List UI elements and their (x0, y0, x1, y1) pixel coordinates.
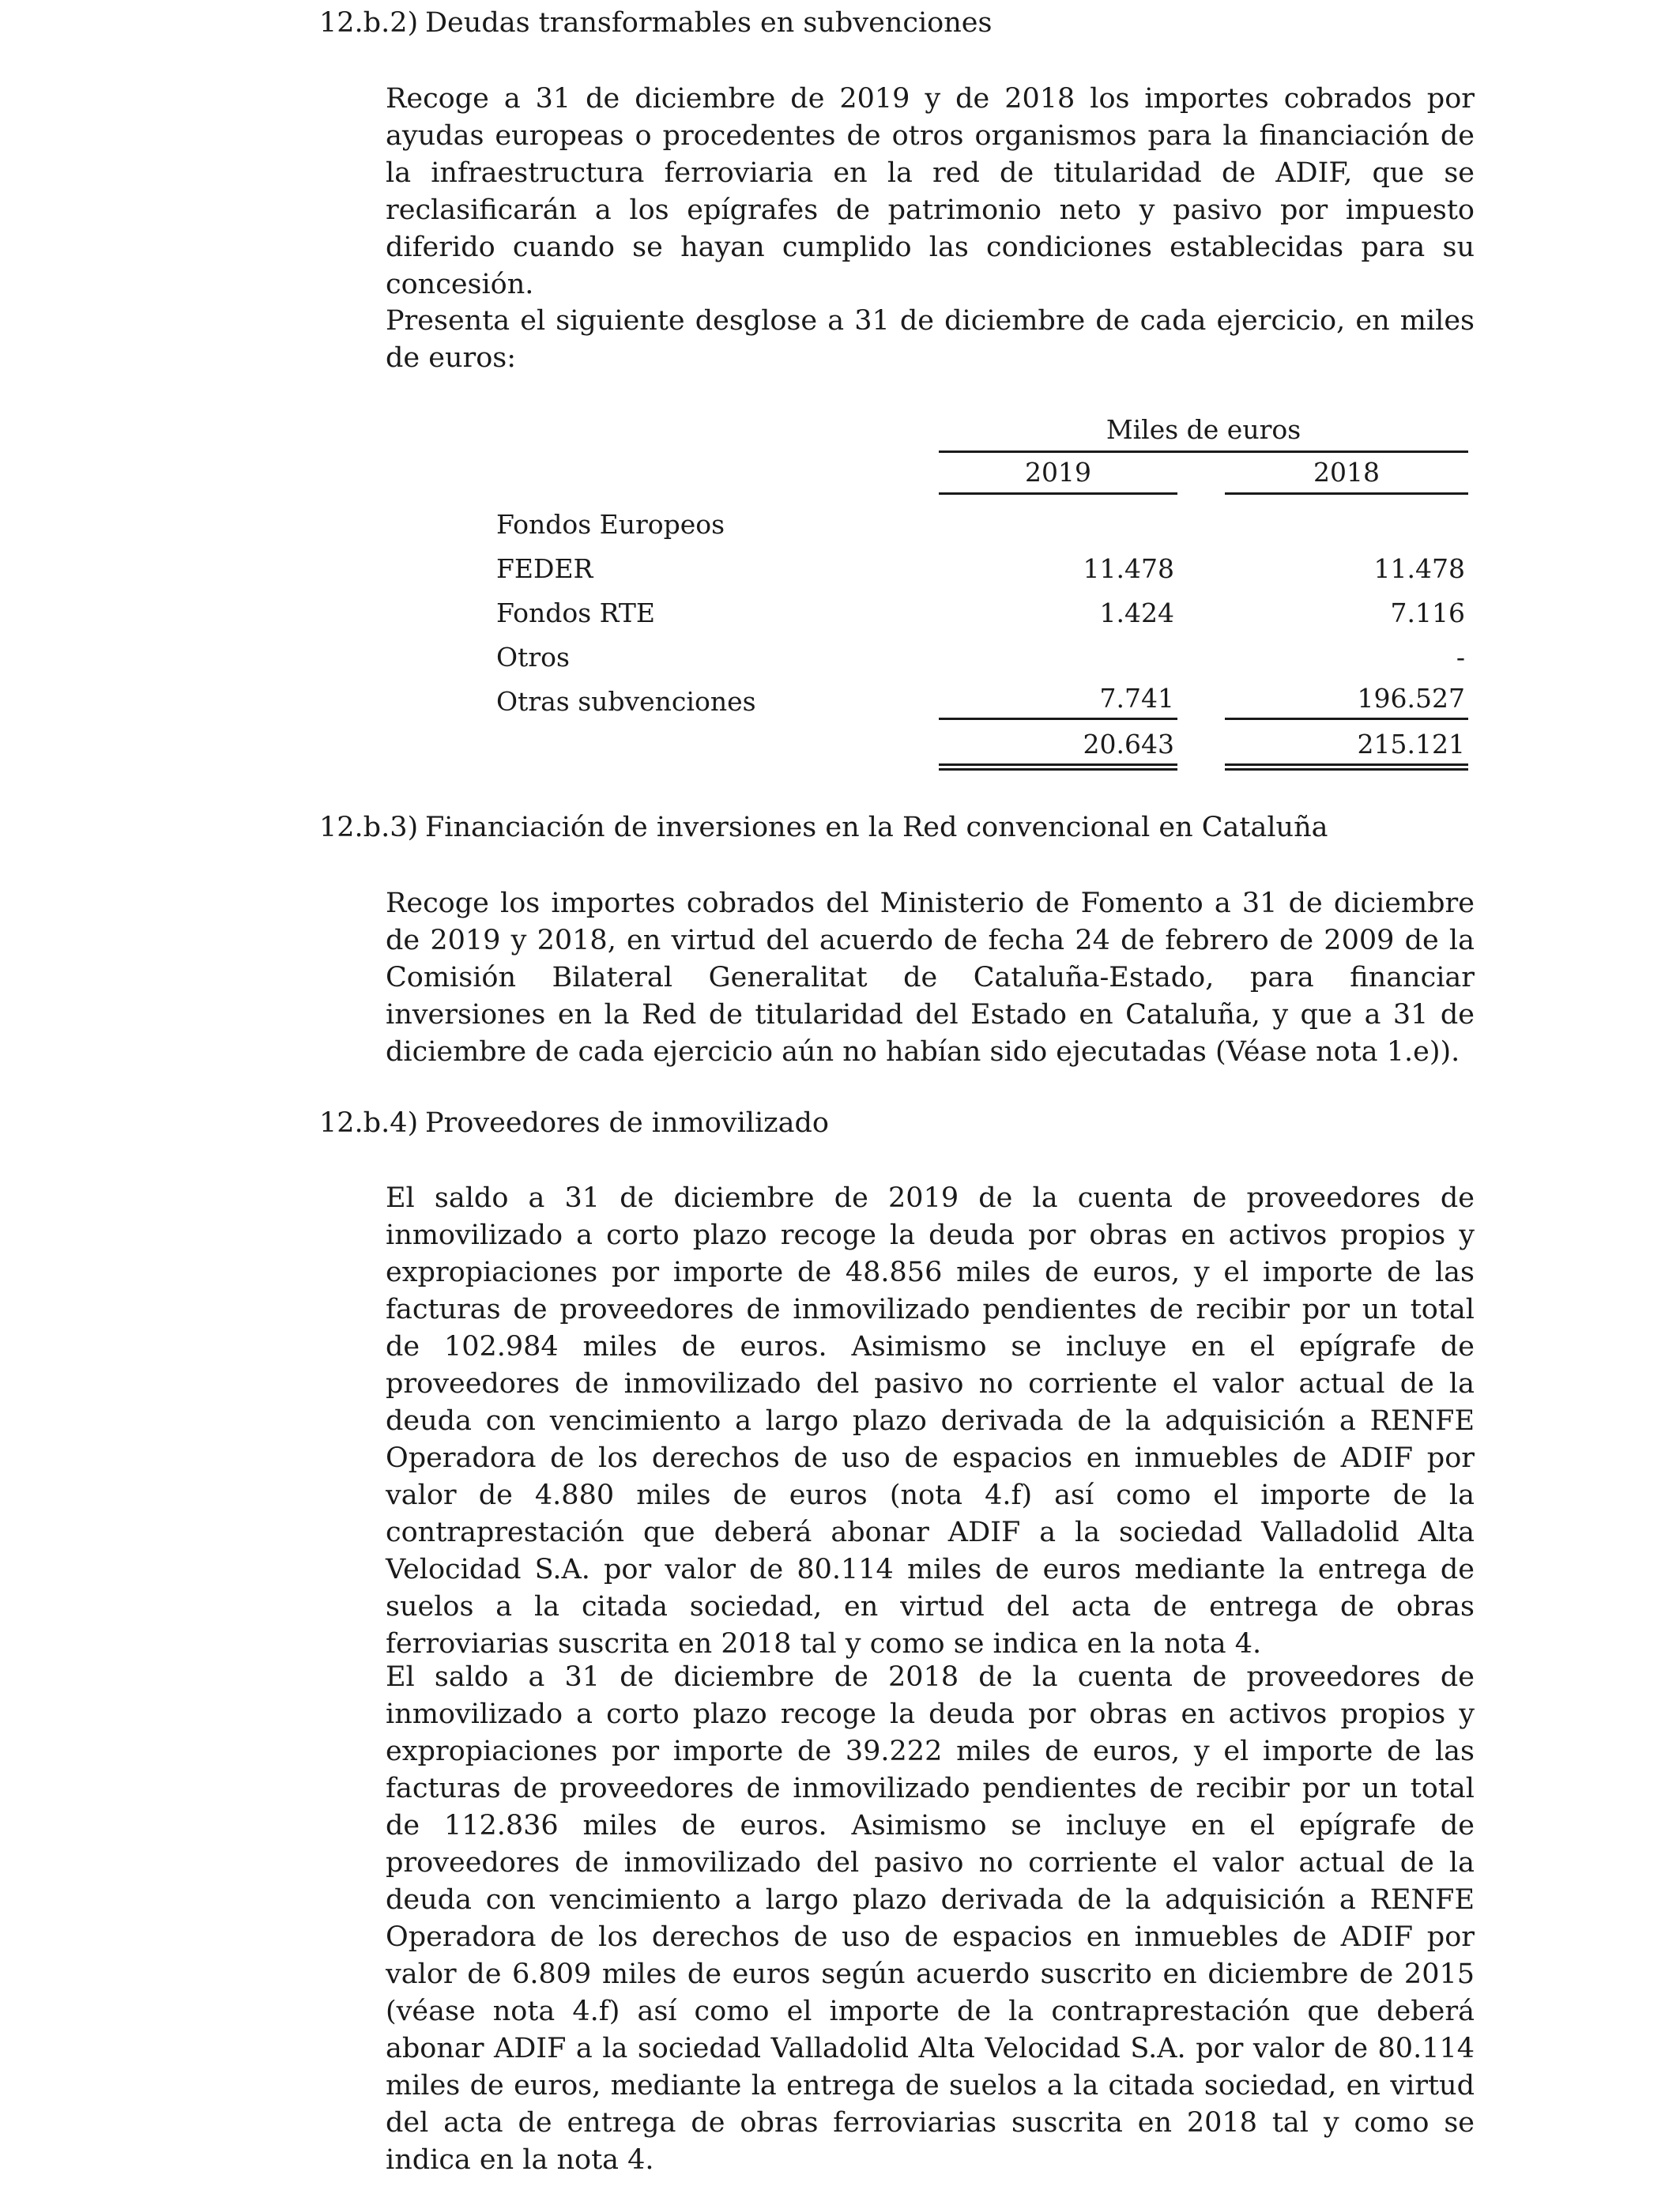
value-2018: 7.116 (1390, 598, 1465, 628)
total-double-rule-2019 (939, 763, 1177, 766)
total-2018: 215.121 (1357, 729, 1465, 760)
column-rule-2019 (939, 492, 1177, 495)
value-2019: 7.741 (1099, 683, 1174, 714)
subtotal-rule-2018 (1225, 718, 1468, 720)
subtotal-rule-2019 (939, 718, 1177, 720)
section-heading-12b4 (319, 1105, 829, 1141)
total-double-rule-2018 (1225, 763, 1468, 766)
total-2019: 20.643 (1083, 729, 1174, 760)
value-2019: 11.478 (1083, 553, 1174, 584)
value-2018: - (1456, 642, 1465, 673)
subsidies-table (0, 0, 1680, 790)
paragraph: El saldo a 31 de diciembre de 2019 de la cuenta de proveedores de inmovilizado a corto plazo recoge la deuda por obras en activos propios y expropiaciones por importe de 48.856 miles de euros, y el importe de las facturas de proveedores de inmovilizado pendientes de recibir por un total de 102.984 miles de euros. Asimismo se incluye en el epígrafe de proveedores de inmovilizado del pasivo no corriente el valor actual de la deuda con vencimiento a largo plazo derivada de la adquisición a RENFE Operadora de los derechos de uso de espacios en inmuebles de ADIF por valor de 4.880 miles de euros (nota 4.f) así como el importe de la contraprestación que deberá abonar ADIF a la sociedad Valladolid Alta Velocidad S.A. por valor de 80.114 miles de euros mediante la entrega de suelos a la citada sociedad, en virtud del acta de entrega de obras ferroviarias suscrita en 2018 tal y como se indica en la nota 4. (386, 1182, 1475, 1660)
value-2018: 196.527 (1357, 683, 1465, 714)
row-label: Fondos RTE (496, 598, 655, 628)
paragraph: Presenta el siguiente desglose a 31 de diciembre de cada ejercicio, en miles de euros: (386, 305, 1475, 374)
section-number: 12.b.4) (319, 1107, 419, 1139)
total-double-rule-2019 (939, 768, 1177, 771)
paragraph: Recoge los importes cobrados del Ministerio de Fomento a 31 de diciembre de 2019 y 2018, en virtud del acuerdo de fecha 24 de febrero de 2009 de la Comisión Bilateral Generalitat de Cataluña-Estado, para financiar inversiones en la Red de titularidad del Estado en Cataluña, y que a 31 de diciembre de cada ejercicio aún no habían sido ejecutadas (Véase nota 1.e)). (386, 888, 1475, 1068)
section-number: 12.b.3) (319, 812, 419, 843)
section-heading-12b3 (319, 809, 1328, 846)
row-label: Otros (496, 642, 570, 673)
section-number: 12.b.2) (319, 7, 419, 39)
table-unit-header: Miles de euros (1106, 414, 1301, 445)
paragraph: El saldo a 31 de diciembre de 2018 de la cuenta de proveedores de inmovilizado a corto plazo recoge la deuda por obras en activos propios y expropiaciones por importe de 39.222 miles de euros, y el importe de las facturas de proveedores de inmovilizado pendientes de recibir por un total de 112.836 miles de euros. Asimismo se incluye en el epígrafe de proveedores de inmovilizado del pasivo no corriente el valor actual de la deuda con vencimiento a largo plazo derivada de la adquisición a RENFE Operadora de los derechos de uso de espacios en inmuebles de ADIF por valor de 6.809 miles de euros según acuerdo suscrito en diciembre de 2015 (véase nota 4.f) así como el importe de la contraprestación que deberá abonar ADIF a la sociedad Valladolid Alta Velocidad S.A. por valor de 80.114 miles de euros, mediante la entrega de suelos a la citada sociedad, en virtud del acta de entrega de obras ferroviarias suscrita en 2018 tal y como se indica en la nota 4. (386, 1661, 1475, 2176)
column-rule-2018 (1225, 492, 1468, 495)
paragraph: Recoge a 31 de diciembre de 2019 y de 2018 los importes cobrados por ayudas europeas o procedentes de otros organismos para la financiación de la infraestructura ferroviaria en la red de titularidad de ADIF, que se reclasificarán a los epígrafes de patrimonio neto y pasivo por impuesto diferido cuando se hayan cumplido las condiciones establecidas para su concesión. (386, 83, 1475, 300)
row-label: Fondos Europeos (496, 509, 725, 540)
total-double-rule-2018 (1225, 768, 1468, 771)
header-rule (939, 450, 1468, 453)
section-title: Deudas transformables en subvenciones (425, 7, 993, 39)
section-title: Financiación de inversiones en la Red convencional en Cataluña (425, 812, 1328, 843)
section-title: Proveedores de inmovilizado (425, 1107, 829, 1139)
column-header-2019: 2019 (1025, 457, 1091, 488)
value-2019: 1.424 (1099, 598, 1174, 628)
value-2018: 11.478 (1373, 553, 1465, 584)
column-header-2018: 2018 (1313, 457, 1380, 488)
row-label: Otras subvenciones (496, 686, 756, 717)
row-label: FEDER (496, 553, 593, 584)
